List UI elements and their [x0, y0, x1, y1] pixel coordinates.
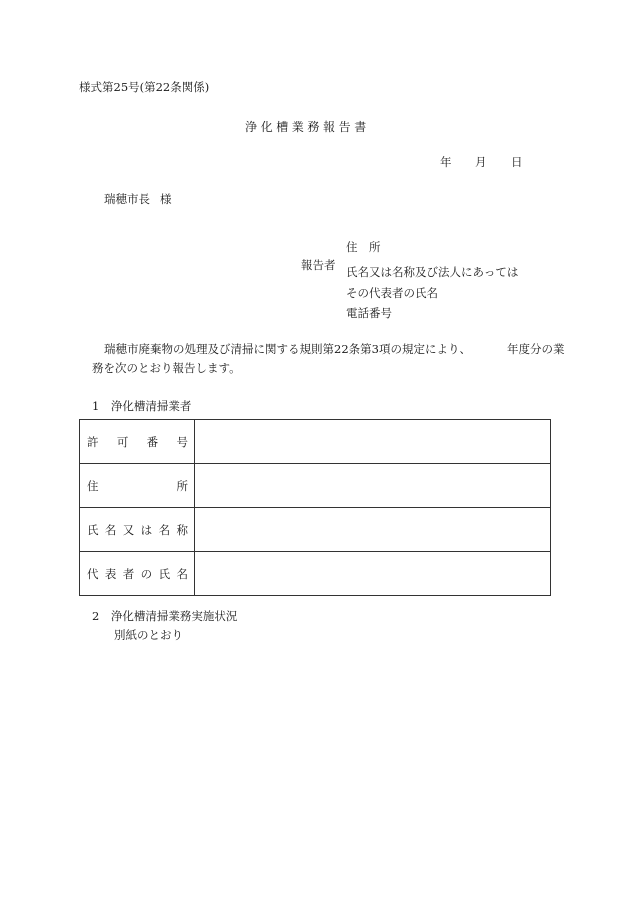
label-character: 代: [87, 566, 99, 581]
label-character: 名: [176, 566, 188, 581]
label-character: の: [140, 566, 153, 581]
label-character: 所: [176, 478, 188, 493]
reporter-representative-label: その代表者の氏名: [346, 286, 438, 300]
label-character: 号: [176, 434, 188, 449]
permit-number-label: [80, 420, 195, 464]
section-1-heading: 1 浄化槽清掃業者: [92, 399, 192, 413]
body-text-part-2: 年度分の業: [506, 342, 565, 356]
address-label: [80, 464, 195, 508]
address-field[interactable]: [195, 464, 551, 508]
body-paragraph-line-2: 務を次のとおり報告します。: [92, 361, 241, 375]
section-2-heading: 2 浄化槽清掃業務実施状況: [92, 609, 238, 623]
contractor-info-table: [79, 419, 551, 596]
label-character: 住: [87, 478, 99, 493]
date-year-label: 年: [440, 155, 452, 169]
permit-number-field[interactable]: [195, 420, 551, 464]
label-character: 名: [158, 522, 171, 537]
name-label: [80, 508, 195, 552]
reporter-phone-label: 電話番号: [346, 306, 392, 320]
body-text-part-1: 瑞穂市廃棄物の処理及び清掃に関する規則第22条第3項の規定により、: [104, 342, 471, 356]
label-character: は: [140, 522, 153, 537]
label-character: 又: [122, 522, 135, 537]
label-character: 名: [104, 522, 117, 537]
reporter-name-label: 氏名又は名称及び法人にあっては: [346, 265, 519, 279]
name-field[interactable]: [195, 508, 551, 552]
representative-field[interactable]: [195, 552, 551, 596]
label-character: 番: [146, 434, 159, 449]
form-number: 様式第25号(第22条関係): [79, 80, 210, 94]
table-row-permit-number: [80, 420, 551, 464]
addressee-name: 瑞穂市長: [104, 192, 150, 206]
table-row-name: [80, 508, 551, 552]
document-title: 浄化槽業務報告書: [245, 120, 370, 134]
table-row-address: [80, 464, 551, 508]
reporter-address-label: 住 所: [346, 240, 381, 254]
label-character: 氏: [87, 522, 99, 537]
table-row-representative: [80, 552, 551, 596]
spread-label: [87, 434, 188, 450]
date-month-label: 月: [475, 155, 487, 169]
label-character: 者: [122, 566, 135, 581]
section-2-note: 別紙のとおり: [114, 628, 183, 642]
label-character: 氏: [158, 566, 171, 581]
label-character: 可: [116, 434, 129, 449]
spread-label: [87, 522, 188, 538]
label-character: 許: [87, 434, 99, 449]
representative-label: [80, 552, 195, 596]
reporter-label: 報告者: [301, 258, 336, 272]
label-character: 表: [104, 566, 117, 581]
date-day-label: 日: [511, 155, 523, 169]
body-paragraph-line-1: [104, 344, 564, 356]
label-character: 称: [176, 522, 188, 537]
addressee-honorific: 様: [160, 192, 172, 206]
spread-label: [87, 478, 188, 494]
spread-label: [87, 566, 188, 582]
